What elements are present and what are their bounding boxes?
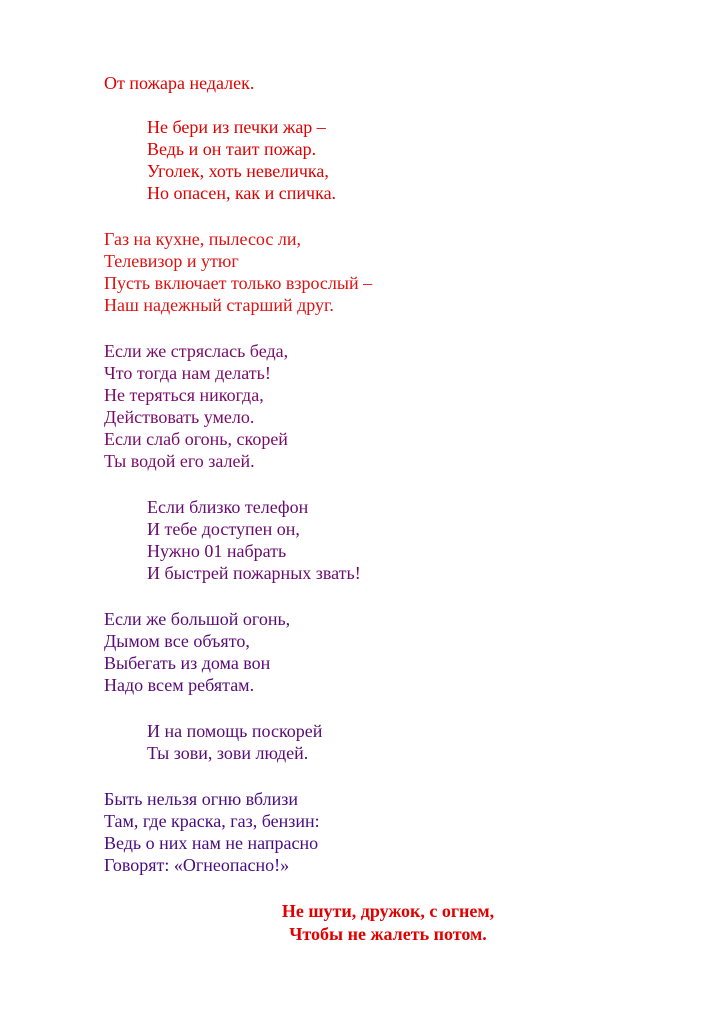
stanza-7-line-1: Быть нельзя огню вблизи xyxy=(104,789,299,809)
stanza-4-line-2: И тебе доступен он, xyxy=(147,519,300,539)
final-couplet-line-2: Чтобы не жалеть потом. xyxy=(289,924,487,944)
stanza-5-line-4: Надо всем ребятам. xyxy=(104,675,255,695)
stanza-7-line-4: Говорят: «Огнеопасно!» xyxy=(104,855,290,875)
stanza-7-line-3: Ведь о них нам не напрасно xyxy=(104,833,319,853)
stanza-5-line-1: Если же большой огонь, xyxy=(104,609,291,629)
stanza-1-line-2: Ведь и он таит пожар. xyxy=(147,139,317,159)
stanza-3-line-6: Ты водой его залей. xyxy=(104,451,255,471)
final-couplet-line-1: Не шути, дружок, с огнем, xyxy=(281,901,495,921)
stanza-3-line-5: Если слаб огонь, скорей xyxy=(104,429,288,449)
stanza-2-line-3: Пусть включает только взрослый – xyxy=(104,273,373,293)
stanza-3-line-1: Если же стряслась беда, xyxy=(104,341,289,361)
stanza-5-line-3: Выбегать из дома вон xyxy=(104,653,271,673)
stanza-4-line-3: Нужно 01 набрать xyxy=(147,541,287,561)
stanza-4-line-1: Если близко телефон xyxy=(147,497,309,517)
stanza-2-line-1: Газ на кухне, пылесос ли, xyxy=(104,229,301,249)
stanza-5-line-2: Дымом все объято, xyxy=(104,631,250,651)
stanza-1-line-4: Но опасен, как и спичка. xyxy=(147,183,337,203)
stanza-2-line-2: Телевизор и утюг xyxy=(104,251,239,271)
stanza-7-line-2: Там, где краска, газ, бензин: xyxy=(104,811,320,831)
stanza-4-line-4: И быстрей пожарных звать! xyxy=(147,563,361,583)
poem-title: От пожара недалек. xyxy=(104,73,255,93)
stanza-3-line-3: Не теряться никогда, xyxy=(104,385,264,405)
stanza-2-line-4: Наш надежный старший друг. xyxy=(104,295,334,315)
stanza-1-line-1: Не бери из печки жар – xyxy=(147,117,326,137)
stanza-3-line-2: Что тогда нам делать! xyxy=(104,363,271,383)
stanza-3-line-4: Действовать умело. xyxy=(104,407,255,427)
stanza-6-line-2: Ты зови, зови людей. xyxy=(147,743,309,763)
stanza-6-line-1: И на помощь поскорей xyxy=(147,721,323,741)
stanza-1-line-3: Уголек, хоть невеличка, xyxy=(147,161,329,181)
